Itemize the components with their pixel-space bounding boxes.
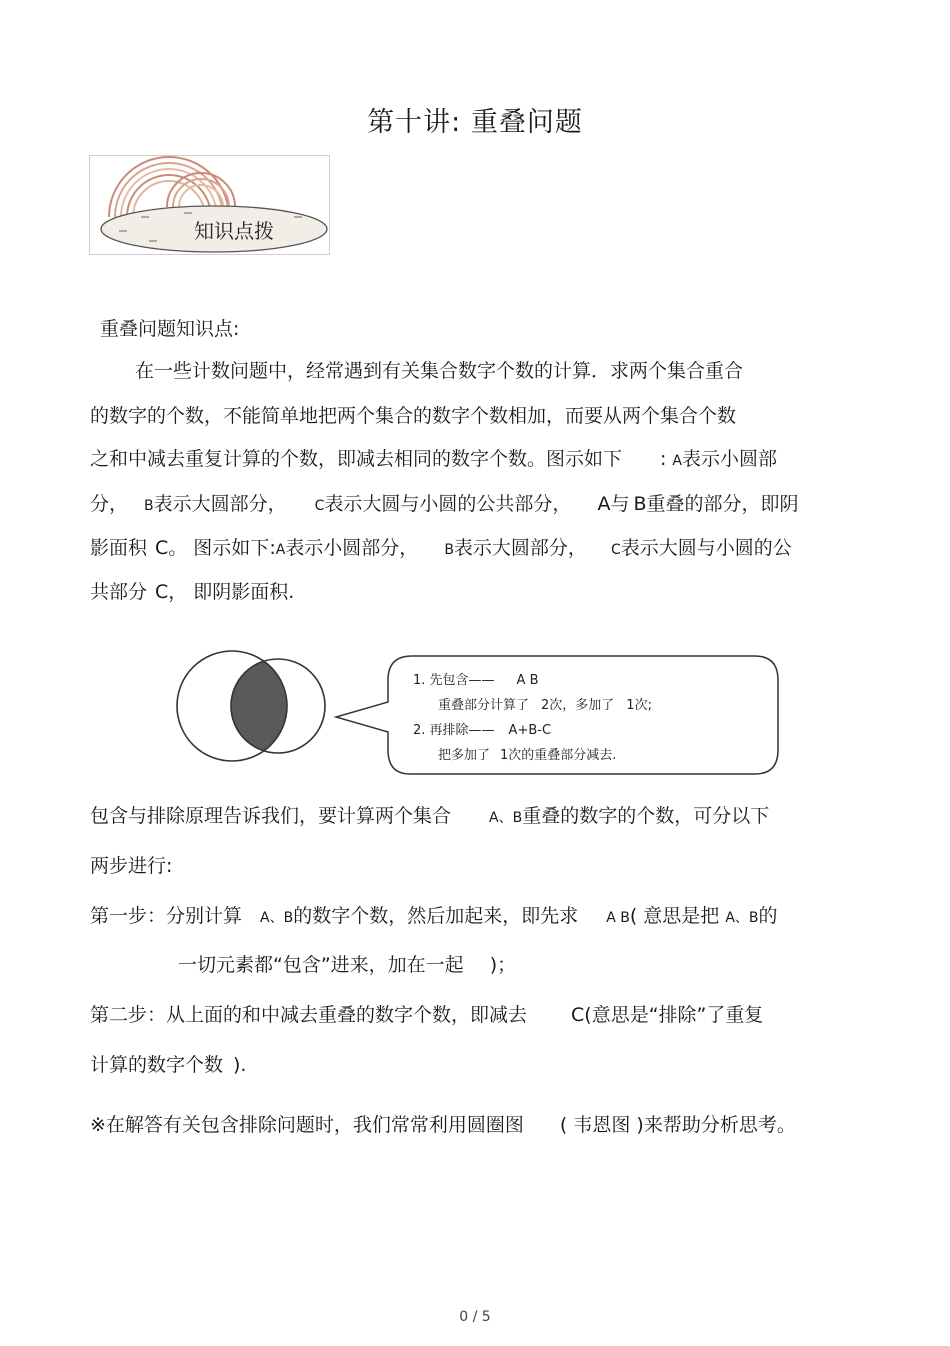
section-heading: 重叠问题知识点: <box>100 318 240 340</box>
step-two-line-1: 第二步：从上面的和中减去重叠的数字个数，即减去 C(意思是“排除”了重复 <box>90 1004 764 1026</box>
intro-line-4: 分， B表示大圆部分， C表示大圆与小圆的公共部分， A与 B重叠的部分，即阴 <box>90 493 799 515</box>
callout-line-1: 1. 先包含—— A B <box>413 673 539 688</box>
page-indicator: 0 / 5 <box>459 1309 491 1325</box>
intro-line-3: 之和中减去重复计算的个数，即减去相同的数字个数。图示如下 : A表示小圆部 <box>90 448 778 470</box>
venn-diagram <box>170 650 340 765</box>
step-one-line-1: 第一步：分别计算 A、B的数字个数，然后加起来，即先求 A B( 意思是把 A、B的 <box>90 905 778 927</box>
step-one-line-2: 一切元素都“包含”进来，加在一起 )； <box>178 954 517 976</box>
callout-line-2: 重叠部分计算了 2次，多加了 1次; <box>438 698 652 713</box>
step-two-line-2: 计算的数字个数 ). <box>90 1054 247 1076</box>
intro-line-2: 的数字的个数，不能简单地把两个集合的数字个数相加，而要从两个集合个数 <box>90 405 737 427</box>
venn-note: ※在解答有关包含排除问题时，我们常常利用圆圈图 ( 韦恩图 )来帮助分析思考。 <box>90 1114 796 1136</box>
callout-line-3: 2. 再排除—— A+B-C <box>413 723 552 738</box>
principle-line-1: 包含与排除原理告诉我们，要计算两个集合 A、B重叠的数字的个数，可分以下 <box>90 805 770 827</box>
page-title: 第十讲: 重叠问题 <box>367 107 583 138</box>
banner-label: 知识点拨 <box>194 219 274 243</box>
callout-line-4: 把多加了 1次的重叠部分减去. <box>438 748 617 763</box>
principle-line-2: 两步进行: <box>90 855 173 877</box>
intro-line-6: 共部分 C， 即阴影面积. <box>90 581 295 603</box>
intro-line-1: 在一些计数问题中，经常遇到有关集合数字个数的计算．求两个集合重合 <box>135 360 744 382</box>
intro-line-5: 影面积 C。 图示如下:A表示小圆部分， B表示大圆部分， C表示大圆与小圆的公 <box>90 537 792 559</box>
